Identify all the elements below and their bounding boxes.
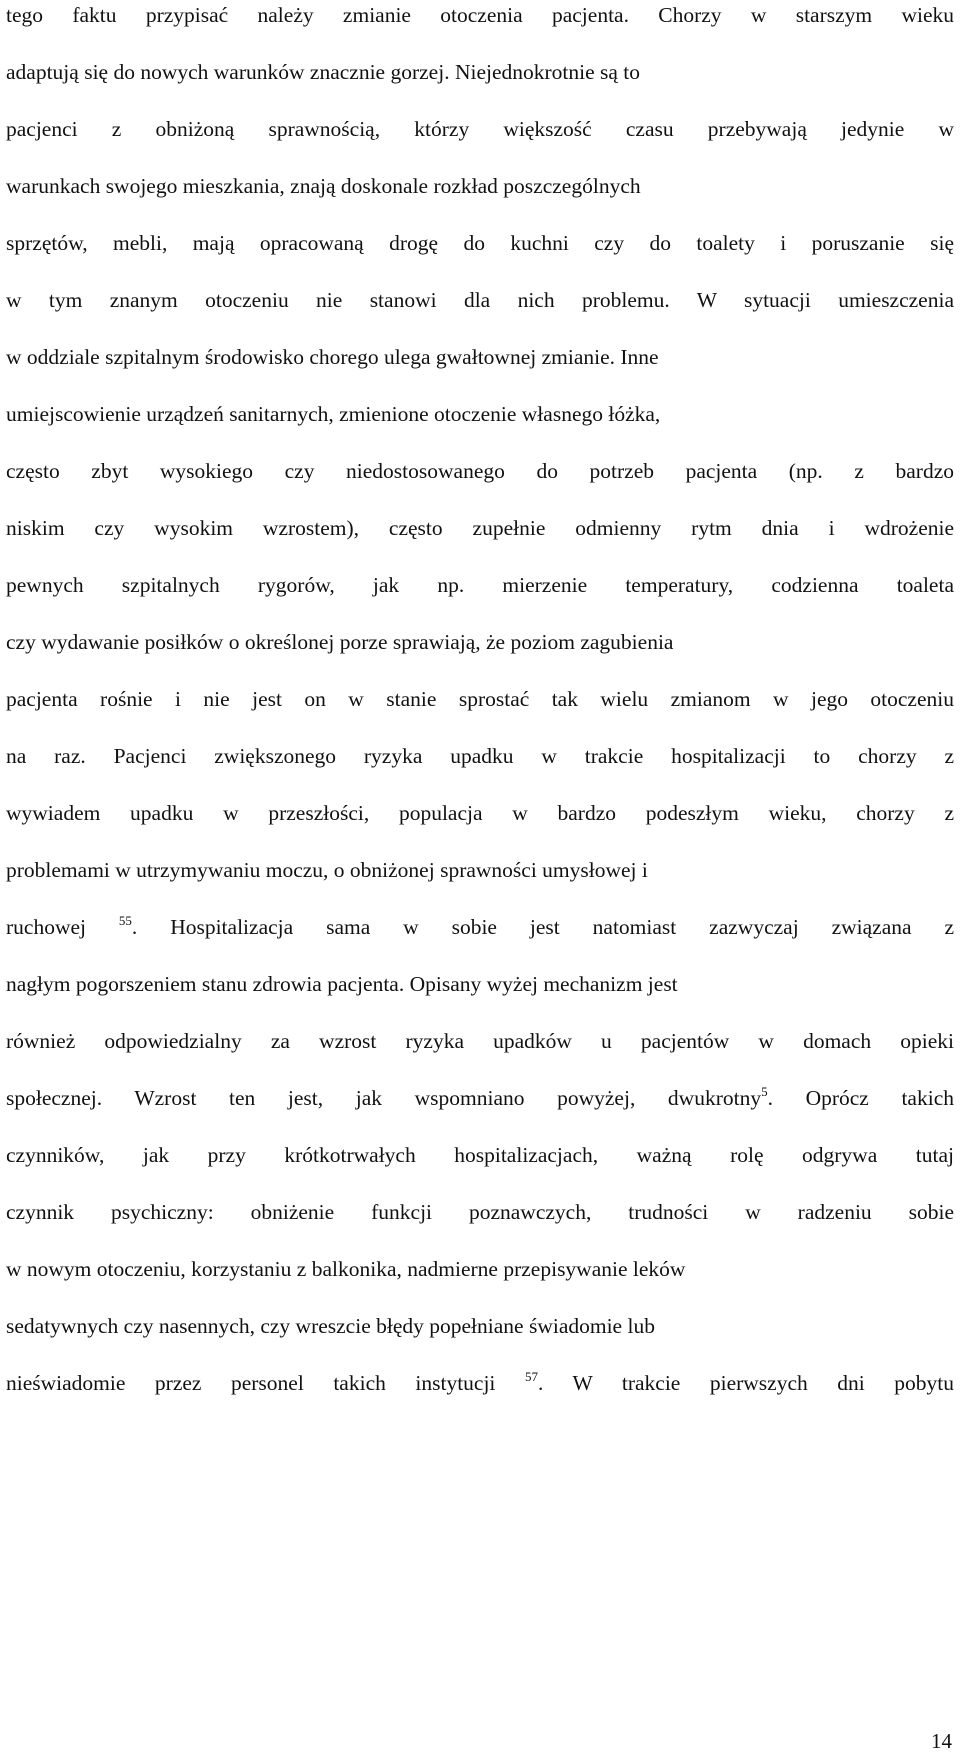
text-segment: warunkach swojego mieszkania, znają doskonale rozkład poszczególnych	[6, 174, 641, 198]
text-line	[6, 451, 954, 491]
text-segment: sprzętów, mebli, mają opracowaną drogę do kuchni czy do toalety i poruszanie się	[6, 231, 954, 255]
text-segment: . Oprócz takich	[767, 1086, 954, 1110]
text-line	[6, 1078, 954, 1118]
text-segment: czynników, jak przy krótkotrwałych hospitalizacjach, ważną rolę odgrywa tutaj	[6, 1143, 954, 1167]
document-page	[6, 0, 954, 1763]
text-line	[6, 280, 954, 320]
text-line	[6, 1021, 954, 1061]
text-line	[6, 907, 954, 947]
text-segment: pacjenta rośnie i nie jest on w stanie sprostać tak wielu zmianom w jego otoczeniu	[6, 687, 954, 711]
text-line	[6, 52, 954, 92]
text-line	[6, 166, 954, 206]
text-line	[6, 394, 954, 434]
text-line	[6, 679, 954, 719]
text-line	[6, 850, 954, 890]
text-segment: problemami w utrzymywaniu moczu, o obniżonej sprawności umysłowej i	[6, 858, 648, 882]
text-segment: na raz. Pacjenci zwiększonego ryzyka upadku w trakcie hospitalizacji to chorzy z	[6, 744, 954, 768]
text-segment: . W trakcie pierwszych dni pobytu	[537, 1371, 954, 1395]
text-segment: w tym znanym otoczeniu nie stanowi dla nich problemu. W sytuacji umieszczenia	[6, 288, 954, 312]
text-line	[6, 0, 954, 35]
text-line	[6, 793, 954, 833]
text-segment: również odpowiedzialny za wzrost ryzyka upadków u pacjentów w domach opieki	[6, 1029, 954, 1053]
page-number: 14	[931, 1729, 952, 1753]
text-line	[6, 964, 954, 1004]
text-line	[6, 736, 954, 776]
text-segment: wywiadem upadku w przeszłości, populacja w bardzo podeszłym wieku, chorzy z	[6, 801, 954, 825]
text-segment: w nowym otoczeniu, korzystaniu z balkonika, nadmierne przepisywanie leków	[6, 1257, 686, 1281]
text-segment: nagłym pogorszeniem stanu zdrowia pacjenta. Opisany wyżej mechanizm jest	[6, 972, 678, 996]
text-segment: umiejscowienie urządzeń sanitarnych, zmienione otoczenie własnego łóżka,	[6, 402, 661, 426]
text-segment: pewnych szpitalnych rygorów, jak np. mierzenie temperatury, codzienna toaleta	[6, 573, 954, 597]
text-segment: często zbyt wysokiego czy niedostosowanego do potrzeb pacjenta (np. z bardzo	[6, 459, 954, 483]
footnote-reference: 57	[524, 1369, 538, 1384]
text-line	[6, 508, 954, 548]
text-segment: . Hospitalizacja sama w sobie jest natomiast zazwyczaj związana z	[131, 915, 954, 939]
text-line	[6, 223, 954, 263]
text-segment: społecznej. Wzrost ten jest, jak wspomniano powyżej, dwukrotny	[6, 1086, 762, 1110]
text-line	[6, 1249, 954, 1289]
text-segment: nieświadomie przez personel takich instytucji	[6, 1371, 525, 1395]
footnote-reference: 55	[118, 913, 132, 928]
text-line	[6, 337, 954, 377]
text-segment: czynnik psychiczny: obniżenie funkcji poznawczych, trudności w radzeniu sobie	[6, 1200, 954, 1224]
footnote-reference: 5	[761, 1084, 768, 1099]
text-line	[6, 1192, 954, 1232]
text-line	[6, 1363, 954, 1403]
text-line	[6, 109, 954, 149]
text-line	[6, 565, 954, 605]
text-segment: czy wydawanie posiłków o określonej porze sprawiają, że poziom zagubienia	[6, 630, 674, 654]
text-line	[6, 1306, 954, 1346]
text-segment: adaptują się do nowych warunków znacznie gorzej. Niejednokrotnie są to	[6, 60, 641, 84]
text-segment: pacjenci z obniżoną sprawnością, którzy większość czasu przebywają jedynie w	[6, 117, 954, 141]
text-segment: tego faktu przypisać należy zmianie otoczenia pacjenta. Chorzy w starszym wieku	[6, 3, 954, 27]
text-line	[6, 622, 954, 662]
text-segment: niskim czy wysokim wzrostem), często zupełnie odmienny rytm dnia i wdrożenie	[6, 516, 954, 540]
text-segment: sedatywnych czy nasennych, czy wreszcie błędy popełniane świadomie lub	[6, 1314, 655, 1338]
text-segment: w oddziale szpitalnym środowisko chorego ulega gwałtownej zmianie. Inne	[6, 345, 659, 369]
text-line	[6, 1135, 954, 1175]
text-segment: ruchowej	[6, 915, 119, 939]
